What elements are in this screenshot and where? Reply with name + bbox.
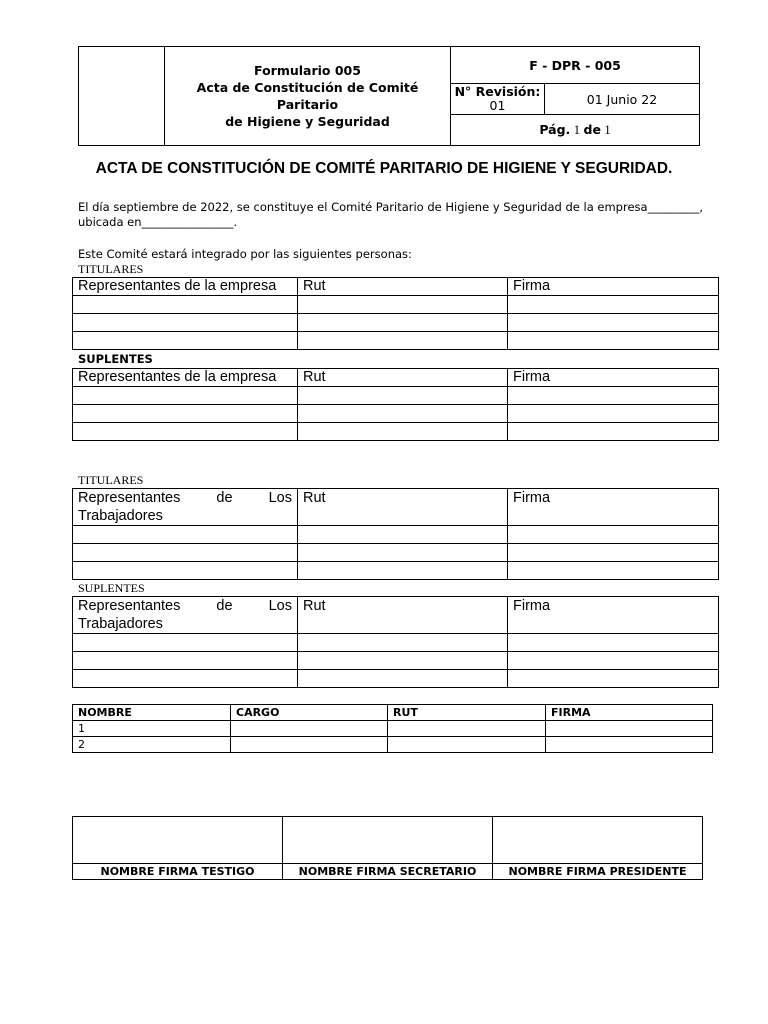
col-firma-header: Firma: [508, 489, 719, 526]
members-intro: Este Comité estará integrado por las siguientes personas:: [78, 247, 412, 261]
attendees-table: [72, 704, 713, 753]
table-header-row: [73, 597, 719, 634]
entry-cell[interactable]: [546, 721, 713, 737]
rep-word-4: Trabajadores: [78, 508, 163, 524]
entry-cell[interactable]: [73, 387, 298, 405]
page-of: de: [583, 122, 601, 137]
entry-cell[interactable]: [298, 652, 508, 670]
workers-suplentes-table: [72, 596, 719, 688]
form-number: Formulario 005: [254, 63, 361, 78]
signatures-table: [72, 816, 703, 880]
intro-line1: El día septiembre de 2022, se constituye el Comité Paritario de Higiene y Seguridad de la empresa_________,: [78, 200, 703, 214]
table-row: [73, 423, 719, 441]
entry-cell[interactable]: [508, 634, 719, 652]
col-firma-header: Firma: [508, 597, 719, 634]
page-current: 1: [573, 123, 581, 137]
table-row: [73, 314, 719, 332]
witness-label: NOMBRE FIRMA TESTIGO: [73, 864, 283, 880]
col-rep-header: [73, 489, 298, 526]
document-title: ACTA DE CONSTITUCIÓN DE COMITÉ PARITARIO DE HIGIENE Y SEGURIDAD.: [95, 160, 673, 177]
witness-signature-area[interactable]: [73, 817, 283, 864]
entry-cell[interactable]: [298, 423, 508, 441]
workers-suplentes-label: SUPLENTES: [78, 581, 145, 595]
entry-cell[interactable]: [508, 296, 719, 314]
entry-cell[interactable]: [73, 526, 298, 544]
entry-cell[interactable]: [298, 387, 508, 405]
entry-cell[interactable]: [508, 670, 719, 688]
table-row: [73, 332, 719, 350]
entry-cell[interactable]: [508, 526, 719, 544]
table-row: [73, 405, 719, 423]
entry-cell[interactable]: [298, 296, 508, 314]
entry-cell[interactable]: [388, 721, 546, 737]
table-row: [73, 721, 713, 737]
table-row: [73, 737, 713, 753]
form-code: F - DPR - 005: [451, 47, 700, 84]
entry-cell[interactable]: [298, 670, 508, 688]
col-rut-header: RUT: [388, 705, 546, 721]
entry-cell[interactable]: [546, 737, 713, 753]
rep-word-1: Representantes: [78, 598, 181, 614]
revision-cell: [451, 84, 545, 115]
workers-titulares-label: TITULARES: [78, 473, 144, 487]
intro-line2: ubicada en________________.: [78, 215, 238, 229]
entry-cell[interactable]: [73, 652, 298, 670]
entry-cell[interactable]: [231, 737, 388, 753]
form-title-line1: Acta de Constitución de Comité Paritario: [196, 80, 419, 112]
entry-cell[interactable]: [73, 405, 298, 423]
secretary-label: NOMBRE FIRMA SECRETARIO: [283, 864, 493, 880]
entry-cell[interactable]: [508, 544, 719, 562]
col-rut-header: Rut: [298, 369, 508, 387]
col-rep-header: Representantes de la empresa: [73, 369, 298, 387]
table-row: [73, 670, 719, 688]
table-header-row: [73, 369, 719, 387]
entry-cell[interactable]: [298, 562, 508, 580]
entry-cell[interactable]: [73, 544, 298, 562]
rep-word-2: de: [216, 598, 233, 614]
entry-cell[interactable]: [298, 634, 508, 652]
table-header-row: [73, 705, 713, 721]
col-firma-header: Firma: [508, 369, 719, 387]
rep-word-1: Representantes: [78, 490, 181, 506]
form-title-cell: [165, 47, 451, 146]
company-titulares-label: TITULARES: [78, 262, 144, 276]
revision-value: 01: [489, 98, 506, 113]
col-cargo-header: CARGO: [231, 705, 388, 721]
table-header-row: [73, 489, 719, 526]
entry-cell[interactable]: [298, 544, 508, 562]
entry-cell[interactable]: [298, 526, 508, 544]
row-number: 2: [73, 737, 231, 753]
col-rut-header: Rut: [298, 489, 508, 526]
entry-cell[interactable]: [73, 314, 298, 332]
entry-cell[interactable]: [73, 562, 298, 580]
entry-cell[interactable]: [508, 314, 719, 332]
col-firma-header: Firma: [508, 278, 719, 296]
page-label: Pág.: [539, 122, 571, 137]
president-signature-area[interactable]: [493, 817, 703, 864]
form-title-line2: de Higiene y Seguridad: [225, 114, 390, 129]
document-header: [78, 46, 700, 146]
entry-cell[interactable]: [73, 296, 298, 314]
secretary-signature-area[interactable]: [283, 817, 493, 864]
col-rut-header: Rut: [298, 278, 508, 296]
entry-cell[interactable]: [73, 670, 298, 688]
president-label: NOMBRE FIRMA PRESIDENTE: [493, 864, 703, 880]
entry-cell[interactable]: [508, 652, 719, 670]
company-suplentes-label: SUPLENTES: [78, 352, 153, 366]
entry-cell[interactable]: [508, 562, 719, 580]
rep-word-3: Los: [268, 598, 292, 614]
table-row: [73, 562, 719, 580]
col-rut-header: Rut: [298, 597, 508, 634]
entry-cell[interactable]: [508, 332, 719, 350]
entry-cell[interactable]: [73, 332, 298, 350]
col-rep-header: [73, 597, 298, 634]
rep-word-3: Los: [268, 490, 292, 506]
entry-cell[interactable]: [508, 405, 719, 423]
entry-cell[interactable]: [298, 314, 508, 332]
entry-cell[interactable]: [298, 405, 508, 423]
col-firma-header: FIRMA: [546, 705, 713, 721]
entry-cell[interactable]: [388, 737, 546, 753]
entry-cell[interactable]: [298, 332, 508, 350]
table-row: [73, 296, 719, 314]
revision-date: 01 Junio 22: [545, 84, 700, 115]
table-row: [73, 634, 719, 652]
entry-cell[interactable]: [508, 423, 719, 441]
table-row: [73, 652, 719, 670]
company-suplentes-table: [72, 368, 719, 441]
col-rep-header: Representantes de la empresa: [73, 278, 298, 296]
logo-cell: [79, 47, 165, 146]
table-row: [73, 544, 719, 562]
entry-cell[interactable]: [231, 721, 388, 737]
col-nombre-header: NOMBRE: [73, 705, 231, 721]
table-row: [73, 526, 719, 544]
entry-cell[interactable]: [73, 423, 298, 441]
page-total: 1: [604, 123, 611, 137]
entry-cell[interactable]: [73, 634, 298, 652]
table-header-row: [73, 278, 719, 296]
row-number: 1: [73, 721, 231, 737]
entry-cell[interactable]: [508, 387, 719, 405]
workers-titulares-table: [72, 488, 719, 580]
rep-word-4: Trabajadores: [78, 616, 163, 632]
rep-word-2: de: [216, 490, 233, 506]
company-titulares-table: [72, 277, 719, 350]
revision-label: N° Revisión:: [454, 84, 541, 99]
table-row: [73, 387, 719, 405]
page-number: [451, 115, 700, 146]
